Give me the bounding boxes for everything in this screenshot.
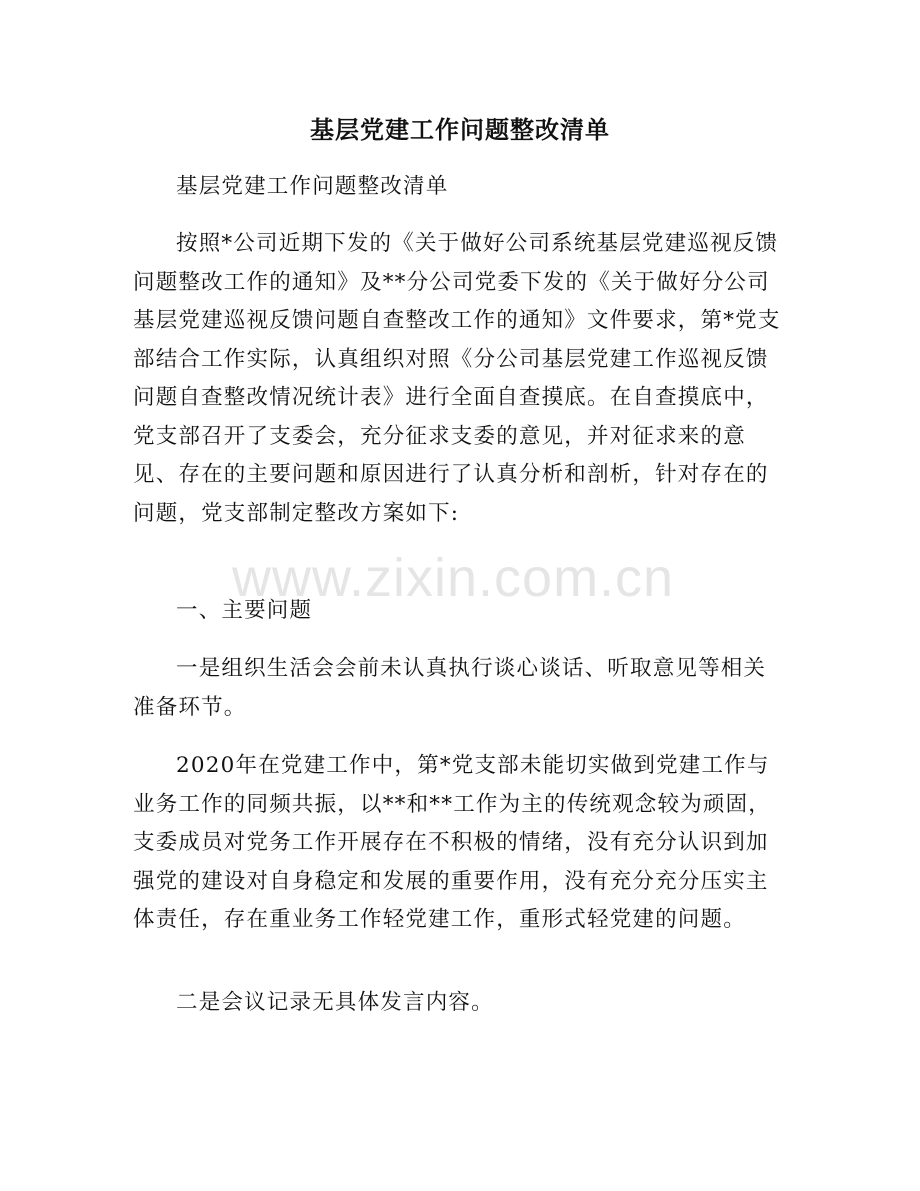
intro-paragraph: 按照*公司近期下发的《关于做好公司系统基层党建巡视反馈问题整改工作的通知》及**分公司党委下发的《关于做好分公司基层党建巡视反馈问题自查整改工作的通知》文件要求，第*党支部结合工作实际，认真组织对照《分公司基层党建工作巡视反馈问题自查整改情况统计表》进行全面自查摸底。在自查摸底中，党支部召开了支委会，充分征求支委的意见，并对征求来的意见、存在的主要问题和原因进行了认真分析和剖析，针对存在的问题，党支部制定整改方案如下: [133, 231, 781, 526]
section-heading-main-problems: 一、主要问题 [176, 598, 313, 623]
document-title: 基层党建工作问题整改清单 [310, 115, 610, 144]
watermark: www.zixin.com.cn [232, 548, 675, 608]
problem-item-1-detail: 2020年在党建工作中，第*党支部未能切实做到党建工作与业务工作的同频共振，以**和**工作为主的传统观念较为顽固，支委成员对党务工作开展存在不积极的情绪，没有充分认识到加强党的建设对自身稳定和发展的重要作用，没有充分充分压实主体责任，存在重业务工作轻党建工作，重形式轻党建的问题。 [133, 753, 772, 932]
problem-item-2: 二是会议记录无具体发言内容。 [176, 990, 494, 1015]
document-subtitle: 基层党建工作问题整改清单 [176, 174, 449, 199]
problem-item-1: 一是组织生活会会前未认真执行谈心谈话、听取意见等相关准备环节。 [133, 656, 767, 720]
